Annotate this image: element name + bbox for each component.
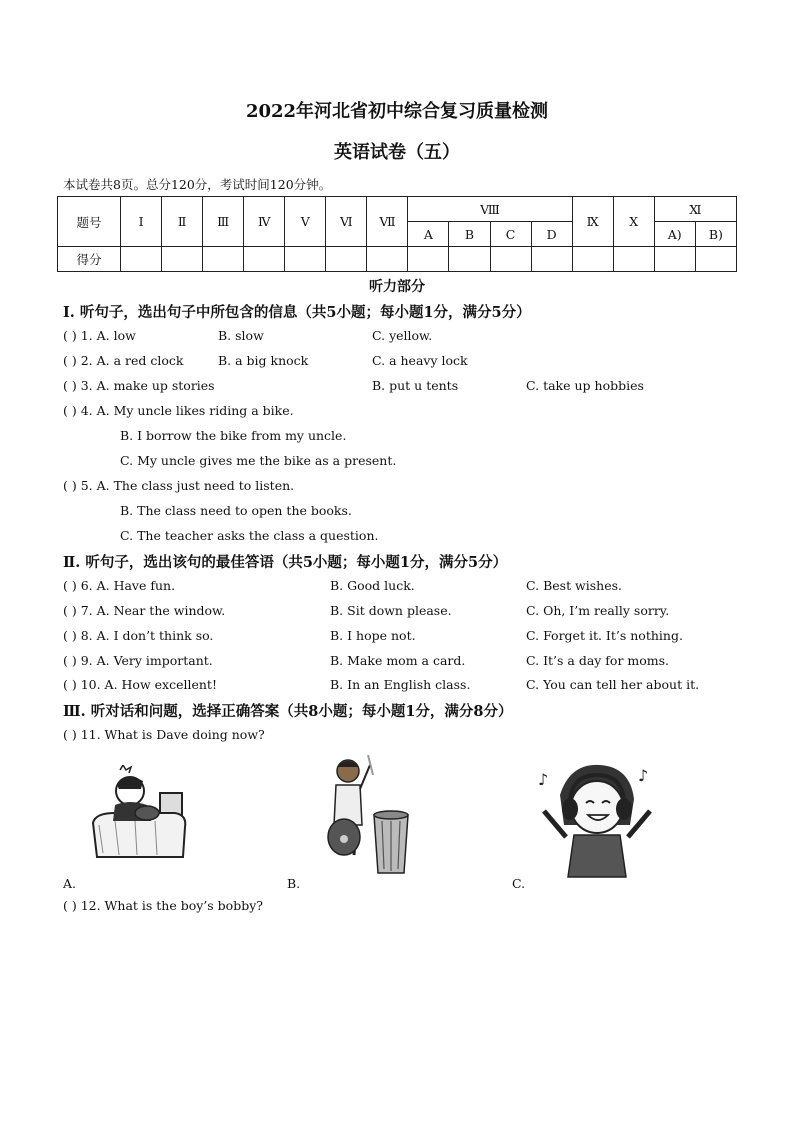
- sub-header: C: [490, 222, 531, 247]
- col-header: Ⅰ: [121, 197, 162, 247]
- section-2-heading: Ⅱ. 听句子，选出该句的最佳答语（共5小题；每小题1分，满分5分）: [63, 554, 508, 571]
- question-4: ( ) 4. A. My uncle likes riding a bike.: [63, 403, 294, 418]
- question-5-option-c: C. The teacher asks the class a question.: [120, 528, 379, 543]
- question-10-option-c: C. You can tell her about it.: [526, 677, 700, 692]
- svg-text:♪: ♪: [638, 766, 649, 785]
- col-header-xi: Ⅺ: [654, 197, 736, 222]
- score-cell[interactable]: [613, 247, 654, 272]
- score-cell[interactable]: [244, 247, 285, 272]
- exam-title: 2022年河北省初中综合复习质量检测: [245, 101, 549, 122]
- score-cell[interactable]: [572, 247, 613, 272]
- row-label-number: 题号: [58, 197, 121, 247]
- col-header: Ⅲ: [203, 197, 244, 247]
- score-cell[interactable]: [203, 247, 244, 272]
- boy-taking-out-trash-picture: [318, 755, 418, 880]
- svg-text:♪: ♪: [538, 770, 549, 789]
- col-header: Ⅶ: [367, 197, 408, 247]
- col-header: Ⅵ: [326, 197, 367, 247]
- question-11: ( ) 11. What is Dave doing now?: [63, 727, 265, 742]
- col-header: Ⅱ: [162, 197, 203, 247]
- question-2: ( ) 2. A. a red clock: [63, 353, 184, 368]
- sub-header: D: [531, 222, 572, 247]
- question-9-option-b: B. Make mom a card.: [330, 653, 466, 668]
- score-cell[interactable]: [490, 247, 531, 272]
- section-3-heading: Ⅲ. 听对话和问题，选择正确答案（共8小题；每小题1分，满分8分）: [63, 703, 513, 720]
- exam-note: 本试卷共8页。总分120分，考试时间120分钟。: [63, 177, 332, 192]
- question-4-option-c: C. My uncle gives me the bike as a present.: [120, 453, 397, 468]
- question-12: ( ) 12. What is the boy’s bobby?: [63, 898, 263, 913]
- question-4-option-b: B. I borrow the bike from my uncle.: [120, 428, 347, 443]
- sub-header: B): [695, 222, 736, 247]
- sub-header: A): [654, 222, 695, 247]
- question-7: ( ) 7. A. Near the window.: [63, 603, 226, 618]
- score-cell[interactable]: [408, 247, 449, 272]
- picture-label-c: C.: [512, 876, 526, 891]
- girl-listening-music-picture: [530, 755, 660, 880]
- score-cell[interactable]: [285, 247, 326, 272]
- score-cell[interactable]: [695, 247, 736, 272]
- question-8: ( ) 8. A. I don’t think so.: [63, 628, 214, 643]
- question-7-option-c: C. Oh, I’m really sorry.: [526, 603, 670, 618]
- question-6-option-b: B. Good luck.: [330, 578, 415, 593]
- section-1-heading: Ⅰ. 听句子，选出句子中所包含的信息（共5小题；每小题1分，满分5分）: [63, 304, 531, 321]
- question-6: ( ) 6. A. Have fun.: [63, 578, 176, 593]
- question-3: ( ) 3. A. make up stories: [63, 378, 215, 393]
- question-2-option-b: B. a big knock: [218, 353, 309, 368]
- sub-header: A: [408, 222, 449, 247]
- score-cell[interactable]: [121, 247, 162, 272]
- question-10: ( ) 10. A. How excellent!: [63, 677, 217, 692]
- col-header: Ⅴ: [285, 197, 326, 247]
- picture-label-a: A.: [63, 876, 77, 891]
- score-cell[interactable]: [162, 247, 203, 272]
- question-7-option-b: B. Sit down please.: [330, 603, 452, 618]
- question-6-option-c: C. Best wishes.: [526, 578, 623, 593]
- col-header-x: Ⅹ: [613, 197, 654, 247]
- sub-header: B: [449, 222, 490, 247]
- question-9: ( ) 9. A. Very important.: [63, 653, 213, 668]
- question-8-option-b: B. I hope not.: [330, 628, 416, 643]
- question-10-option-b: B. In an English class.: [330, 677, 471, 692]
- picture-label-b: B.: [287, 876, 301, 891]
- col-header: Ⅳ: [244, 197, 285, 247]
- col-header-viii: Ⅷ: [408, 197, 572, 222]
- question-1-option-c: C. yellow.: [372, 328, 433, 343]
- score-cell[interactable]: [449, 247, 490, 272]
- score-cell[interactable]: [531, 247, 572, 272]
- question-5: ( ) 5. A. The class just need to listen.: [63, 478, 295, 493]
- score-table: [57, 196, 737, 272]
- question-8-option-c: C. Forget it. It’s nothing.: [526, 628, 683, 643]
- question-1-option-b: B. slow: [218, 328, 264, 343]
- col-header-ix: Ⅸ: [572, 197, 613, 247]
- score-cell[interactable]: [654, 247, 695, 272]
- listening-section-label: 听力部分: [369, 279, 425, 295]
- question-2-option-c: C. a heavy lock: [372, 353, 468, 368]
- question-3-option-b: B. put u tents: [372, 378, 459, 393]
- question-1: ( ) 1. A. low: [63, 328, 136, 343]
- question-5-option-b: B. The class need to open the books.: [120, 503, 352, 518]
- row-label-score: 得分: [58, 247, 121, 272]
- score-cell[interactable]: [326, 247, 367, 272]
- boy-at-desk-picture: [85, 765, 200, 875]
- question-9-option-c: C. It’s a day for moms.: [526, 653, 670, 668]
- score-cell[interactable]: [367, 247, 408, 272]
- question-3-option-c: C. take up hobbies: [526, 378, 644, 393]
- exam-subtitle: 英语试卷（五）: [334, 142, 460, 163]
